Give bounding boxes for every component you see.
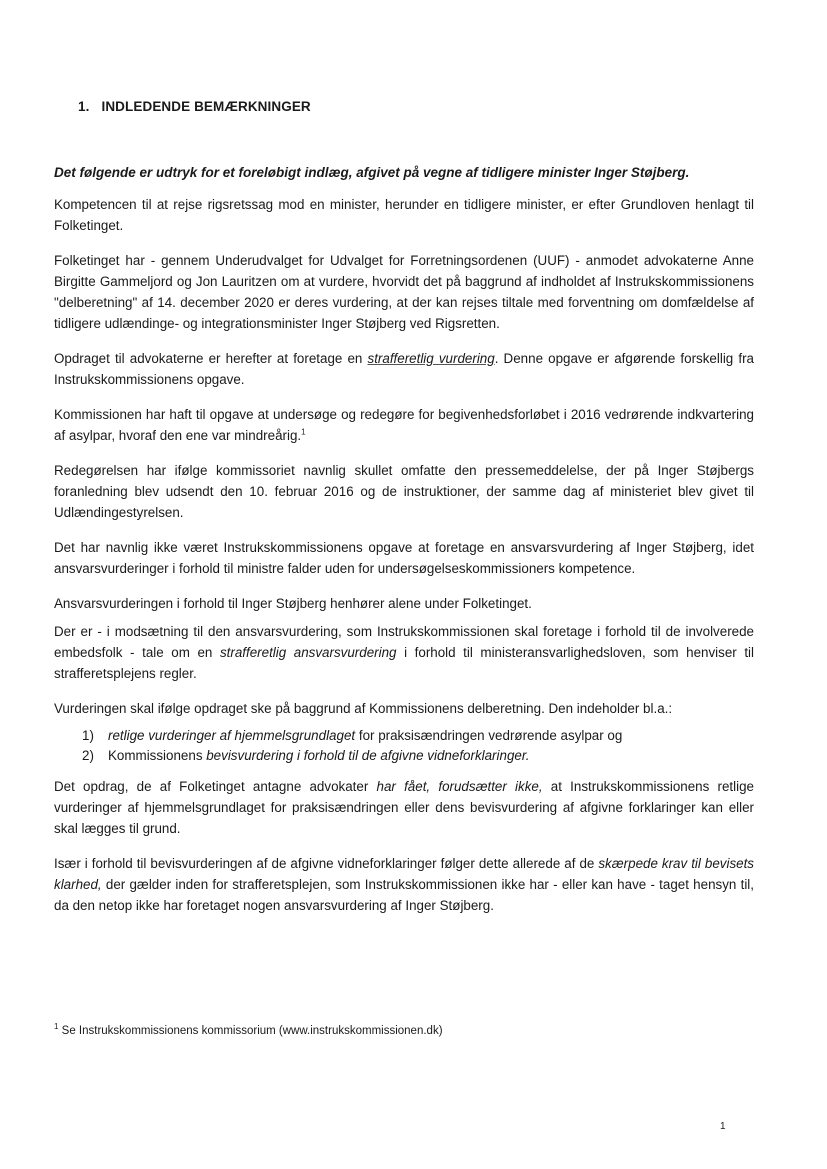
strafferetlig-vurdering-link: strafferetlig vurdering (367, 351, 495, 366)
paragraph-commission: Kommissionen har haft til opgave at undersøge og redegøre for begivenhedsforløbet i 2016 vedrørende indkvartering af asylpar, hvoraf den ene var mindreårig.$^1$ (54, 407, 754, 443)
numbered-list (54, 726, 754, 766)
paragraph-responsibility: Det har navnlig ikke været Instrukskommissionens opgave at foretage en ansvarsvurdering af Inger Støjberg, idet ansvarsvurderinger i forhold til ministre falder uden for undersøgelseskommissioners kompetence. (54, 540, 754, 576)
footnote: $^1$ Se Instrukskommissionens kommissorium (www.instrukskommissionen.dk) (54, 1022, 443, 1037)
paragraph-request: Folketinget har - gennem Underudvalget for Udvalget for Forretningsordenen (UUF) - anmodet advokaterne Anne Birgitte Gammeljord og Jon Lauritzen om at vurdere, hvorvidt det på baggrund af indholdet af Instrukskommissionens "delberetning" af 14. december 2020 er deres vurdering, at der kan rejses tiltale med forventning om domfældelse af tidligere udlændinge- og integrationsminister Inger Støjberg ved Rigsretten. (54, 253, 754, 331)
paragraph-mandate: Det opdrag, de af Folketinget antagne advokater har fået, forudsætter ikke, at Instrukskommissionens retlige vurderinger af hjemmelsgrundlaget for praksisændringen eller dens bevisvurdering af afgivne forklaringer kan eller skal lægges til grund. (54, 779, 754, 836)
paragraph-basis: Vurderingen skal ifølge opdraget ske på baggrund af Kommissionens delberetning. Den indeholder bl.a.: (54, 701, 673, 716)
section-title: INDLEDENDE BEMÆRKNINGER (101, 99, 311, 114)
page-number: 1 (720, 1121, 726, 1132)
paragraph-folketinget: Ansvarsvurderingen i forhold til Inger Støjberg henhører alene under Folketinget. (54, 596, 532, 611)
intro-statement: Det følgende er udtryk for et foreløbigt indlæg, afgivet på vegne af tidligere minister Inger Støjberg. (54, 165, 690, 180)
list-item: 1) retlige vurderinger af hjemmelsgrundlaget for praksisændringen vedrørende asylpar og (82, 728, 623, 743)
paragraph-evidence: Især i forhold til bevisvurderingen af de afgivne vidneforklaringer følger dette allerede af de skærpede krav til bevisets klarhed, der gælder inden for strafferetsplejen, som Instrukskommissionen ikke har - eller kan have - taget hensyn til, da den netop ikke har foretaget nogen ansvarsvurdering af Inger Støjberg. (54, 856, 755, 913)
list-item: 2) Kommissionens bevisvurdering i forhold til de afgivne vidneforklaringer. (82, 748, 530, 763)
footnote-reference: 1 (301, 427, 306, 437)
document-body (54, 194, 754, 930)
paragraph-criminal-assessment: Der er - i modsætning til den ansvarsvurdering, som Instrukskommissionen skal foretage i forhold til de involverede embedsfolk - tale om en strafferetlig ansvarsvurdering i forhold til ministeransvarlighedsloven, som henviser til strafferetsplejens regler. (54, 624, 755, 681)
section-number: 1. (78, 99, 90, 114)
section-heading (78, 99, 311, 114)
paragraph-competence: Kompetencen til at rejse rigsretssag mod en minister, herunder en tidligere minister, er efter Grundloven henlagt til Folketinget. (54, 197, 754, 233)
paragraph-report: Redegørelsen har ifølge kommissoriet navnlig skullet omfatte den pressemeddelelse, der på Inger Støjbergs foranledning blev udsendt den 10. februar 2016 og de instruktioner, der samme dag af ministeriet blev givet til Udlændingestyrelsen. (54, 463, 754, 520)
paragraph-assignment: Opdraget til advokaterne er herefter at foretage en strafferetlig vurdering. Denne opgave er afgørende forskellig fra Instrukskommissionens opgave. (54, 351, 755, 387)
